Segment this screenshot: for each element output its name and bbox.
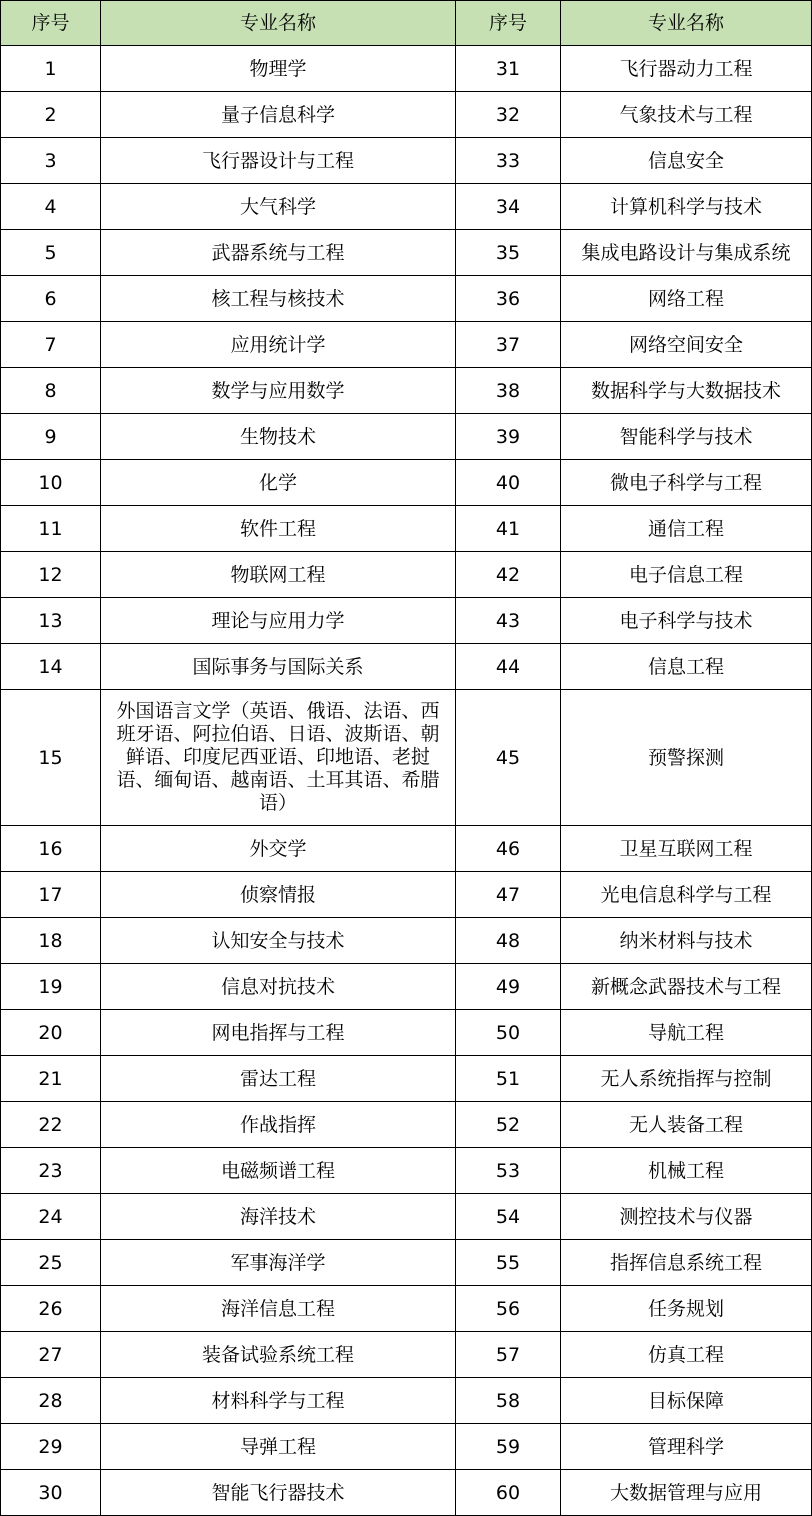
header-major-name-right: 专业名称	[561, 1, 812, 46]
major-name-cell: 应用统计学	[101, 322, 456, 368]
major-name-cell: 微电子科学与工程	[561, 460, 812, 506]
serial-number-cell: 18	[1, 918, 101, 964]
major-name-cell: 仿真工程	[561, 1332, 812, 1378]
major-name-cell: 雷达工程	[101, 1056, 456, 1102]
major-name-cell: 国际事务与国际关系	[101, 644, 456, 690]
serial-number-cell: 51	[456, 1056, 561, 1102]
major-name-cell: 软件工程	[101, 506, 456, 552]
table-row	[1, 918, 812, 964]
serial-number-cell: 53	[456, 1148, 561, 1194]
header-major-name-left: 专业名称	[101, 1, 456, 46]
major-name-cell: 海洋技术	[101, 1194, 456, 1240]
header-serial-left: 序号	[1, 1, 101, 46]
major-name-cell: 新概念武器技术与工程	[561, 964, 812, 1010]
major-name-cell: 计算机科学与技术	[561, 184, 812, 230]
major-name-cell: 外国语言文学（英语、俄语、法语、西班牙语、阿拉伯语、日语、波斯语、朝鲜语、印度尼西亚语、印地语、老挝语、缅甸语、越南语、土耳其语、希腊语）	[101, 690, 456, 826]
table-row	[1, 92, 812, 138]
major-name-cell: 管理科学	[561, 1424, 812, 1470]
major-name-cell: 装备试验系统工程	[101, 1332, 456, 1378]
table-row	[1, 322, 812, 368]
header-serial-right: 序号	[456, 1, 561, 46]
table-body	[1, 46, 812, 1516]
serial-number-cell: 52	[456, 1102, 561, 1148]
serial-number-cell: 55	[456, 1240, 561, 1286]
major-name-cell: 作战指挥	[101, 1102, 456, 1148]
serial-number-cell: 31	[456, 46, 561, 92]
major-name-cell: 无人装备工程	[561, 1102, 812, 1148]
major-name-cell: 纳米材料与技术	[561, 918, 812, 964]
major-name-cell: 化学	[101, 460, 456, 506]
major-name-cell: 预警探测	[561, 690, 812, 826]
serial-number-cell: 37	[456, 322, 561, 368]
serial-number-cell: 49	[456, 964, 561, 1010]
serial-number-cell: 20	[1, 1010, 101, 1056]
serial-number-cell: 46	[456, 826, 561, 872]
table-row	[1, 414, 812, 460]
major-name-cell: 材料科学与工程	[101, 1378, 456, 1424]
serial-number-cell: 6	[1, 276, 101, 322]
serial-number-cell: 4	[1, 184, 101, 230]
serial-number-cell: 44	[456, 644, 561, 690]
major-name-cell: 飞行器设计与工程	[101, 138, 456, 184]
serial-number-cell: 21	[1, 1056, 101, 1102]
serial-number-cell: 29	[1, 1424, 101, 1470]
table-row	[1, 1378, 812, 1424]
serial-number-cell: 12	[1, 552, 101, 598]
table-row	[1, 138, 812, 184]
serial-number-cell: 35	[456, 230, 561, 276]
serial-number-cell: 36	[456, 276, 561, 322]
major-name-cell: 电子科学与技术	[561, 598, 812, 644]
table-row	[1, 826, 812, 872]
serial-number-cell: 40	[456, 460, 561, 506]
header-row	[1, 1, 812, 46]
serial-number-cell: 45	[456, 690, 561, 826]
serial-number-cell: 9	[1, 414, 101, 460]
serial-number-cell: 2	[1, 92, 101, 138]
table-row	[1, 1240, 812, 1286]
serial-number-cell: 10	[1, 460, 101, 506]
major-name-cell: 网络工程	[561, 276, 812, 322]
serial-number-cell: 15	[1, 690, 101, 826]
table-row	[1, 1332, 812, 1378]
major-name-cell: 量子信息科学	[101, 92, 456, 138]
serial-number-cell: 25	[1, 1240, 101, 1286]
major-name-cell: 数学与应用数学	[101, 368, 456, 414]
table-row	[1, 552, 812, 598]
serial-number-cell: 24	[1, 1194, 101, 1240]
table-row	[1, 46, 812, 92]
table-header	[1, 1, 812, 46]
major-name-cell: 数据科学与大数据技术	[561, 368, 812, 414]
table-row	[1, 690, 812, 826]
major-name-cell: 侦察情报	[101, 872, 456, 918]
serial-number-cell: 19	[1, 964, 101, 1010]
serial-number-cell: 57	[456, 1332, 561, 1378]
table-row	[1, 230, 812, 276]
serial-number-cell: 3	[1, 138, 101, 184]
major-name-cell: 卫星互联网工程	[561, 826, 812, 872]
serial-number-cell: 43	[456, 598, 561, 644]
major-name-cell: 任务规划	[561, 1286, 812, 1332]
serial-number-cell: 27	[1, 1332, 101, 1378]
table-row	[1, 506, 812, 552]
major-name-cell: 集成电路设计与集成系统	[561, 230, 812, 276]
table-row	[1, 1148, 812, 1194]
major-name-cell: 智能飞行器技术	[101, 1470, 456, 1516]
serial-number-cell: 11	[1, 506, 101, 552]
major-name-cell: 信息工程	[561, 644, 812, 690]
table-row	[1, 1470, 812, 1516]
serial-number-cell: 33	[456, 138, 561, 184]
major-name-cell: 机械工程	[561, 1148, 812, 1194]
table-row	[1, 1286, 812, 1332]
table-row	[1, 276, 812, 322]
major-name-cell: 物联网工程	[101, 552, 456, 598]
serial-number-cell: 58	[456, 1378, 561, 1424]
serial-number-cell: 56	[456, 1286, 561, 1332]
table-row	[1, 872, 812, 918]
serial-number-cell: 5	[1, 230, 101, 276]
serial-number-cell: 32	[456, 92, 561, 138]
major-name-cell: 军事海洋学	[101, 1240, 456, 1286]
major-name-cell: 物理学	[101, 46, 456, 92]
major-name-cell: 电磁频谱工程	[101, 1148, 456, 1194]
major-name-cell: 大数据管理与应用	[561, 1470, 812, 1516]
major-name-cell: 网电指挥与工程	[101, 1010, 456, 1056]
serial-number-cell: 14	[1, 644, 101, 690]
serial-number-cell: 13	[1, 598, 101, 644]
serial-number-cell: 8	[1, 368, 101, 414]
major-name-cell: 信息安全	[561, 138, 812, 184]
table-row	[1, 1010, 812, 1056]
serial-number-cell: 7	[1, 322, 101, 368]
table-row	[1, 1424, 812, 1470]
major-name-cell: 武器系统与工程	[101, 230, 456, 276]
table-row	[1, 1102, 812, 1148]
serial-number-cell: 1	[1, 46, 101, 92]
serial-number-cell: 48	[456, 918, 561, 964]
major-name-cell: 飞行器动力工程	[561, 46, 812, 92]
table-row	[1, 184, 812, 230]
major-name-cell: 光电信息科学与工程	[561, 872, 812, 918]
table-row	[1, 1194, 812, 1240]
table-row	[1, 964, 812, 1010]
table-row	[1, 460, 812, 506]
major-name-cell: 大气科学	[101, 184, 456, 230]
major-name-cell: 外交学	[101, 826, 456, 872]
serial-number-cell: 41	[456, 506, 561, 552]
serial-number-cell: 34	[456, 184, 561, 230]
serial-number-cell: 50	[456, 1010, 561, 1056]
major-name-cell: 生物技术	[101, 414, 456, 460]
major-name-cell: 理论与应用力学	[101, 598, 456, 644]
major-name-cell: 信息对抗技术	[101, 964, 456, 1010]
major-name-cell: 导弹工程	[101, 1424, 456, 1470]
serial-number-cell: 54	[456, 1194, 561, 1240]
serial-number-cell: 39	[456, 414, 561, 460]
serial-number-cell: 22	[1, 1102, 101, 1148]
major-name-cell: 指挥信息系统工程	[561, 1240, 812, 1286]
major-name-cell: 核工程与核技术	[101, 276, 456, 322]
serial-number-cell: 60	[456, 1470, 561, 1516]
major-name-cell: 认知安全与技术	[101, 918, 456, 964]
serial-number-cell: 30	[1, 1470, 101, 1516]
serial-number-cell: 42	[456, 552, 561, 598]
table-row	[1, 368, 812, 414]
serial-number-cell: 47	[456, 872, 561, 918]
serial-number-cell: 17	[1, 872, 101, 918]
serial-number-cell: 23	[1, 1148, 101, 1194]
major-name-cell: 气象技术与工程	[561, 92, 812, 138]
major-name-cell: 电子信息工程	[561, 552, 812, 598]
serial-number-cell: 26	[1, 1286, 101, 1332]
major-name-cell: 通信工程	[561, 506, 812, 552]
major-name-cell: 网络空间安全	[561, 322, 812, 368]
serial-number-cell: 16	[1, 826, 101, 872]
major-name-cell: 导航工程	[561, 1010, 812, 1056]
serial-number-cell: 59	[456, 1424, 561, 1470]
major-name-cell: 海洋信息工程	[101, 1286, 456, 1332]
table-row	[1, 644, 812, 690]
major-name-cell: 测控技术与仪器	[561, 1194, 812, 1240]
table-row	[1, 598, 812, 644]
major-name-cell: 无人系统指挥与控制	[561, 1056, 812, 1102]
table-row	[1, 1056, 812, 1102]
serial-number-cell: 28	[1, 1378, 101, 1424]
major-name-cell: 智能科学与技术	[561, 414, 812, 460]
major-name-cell: 目标保障	[561, 1378, 812, 1424]
serial-number-cell: 38	[456, 368, 561, 414]
